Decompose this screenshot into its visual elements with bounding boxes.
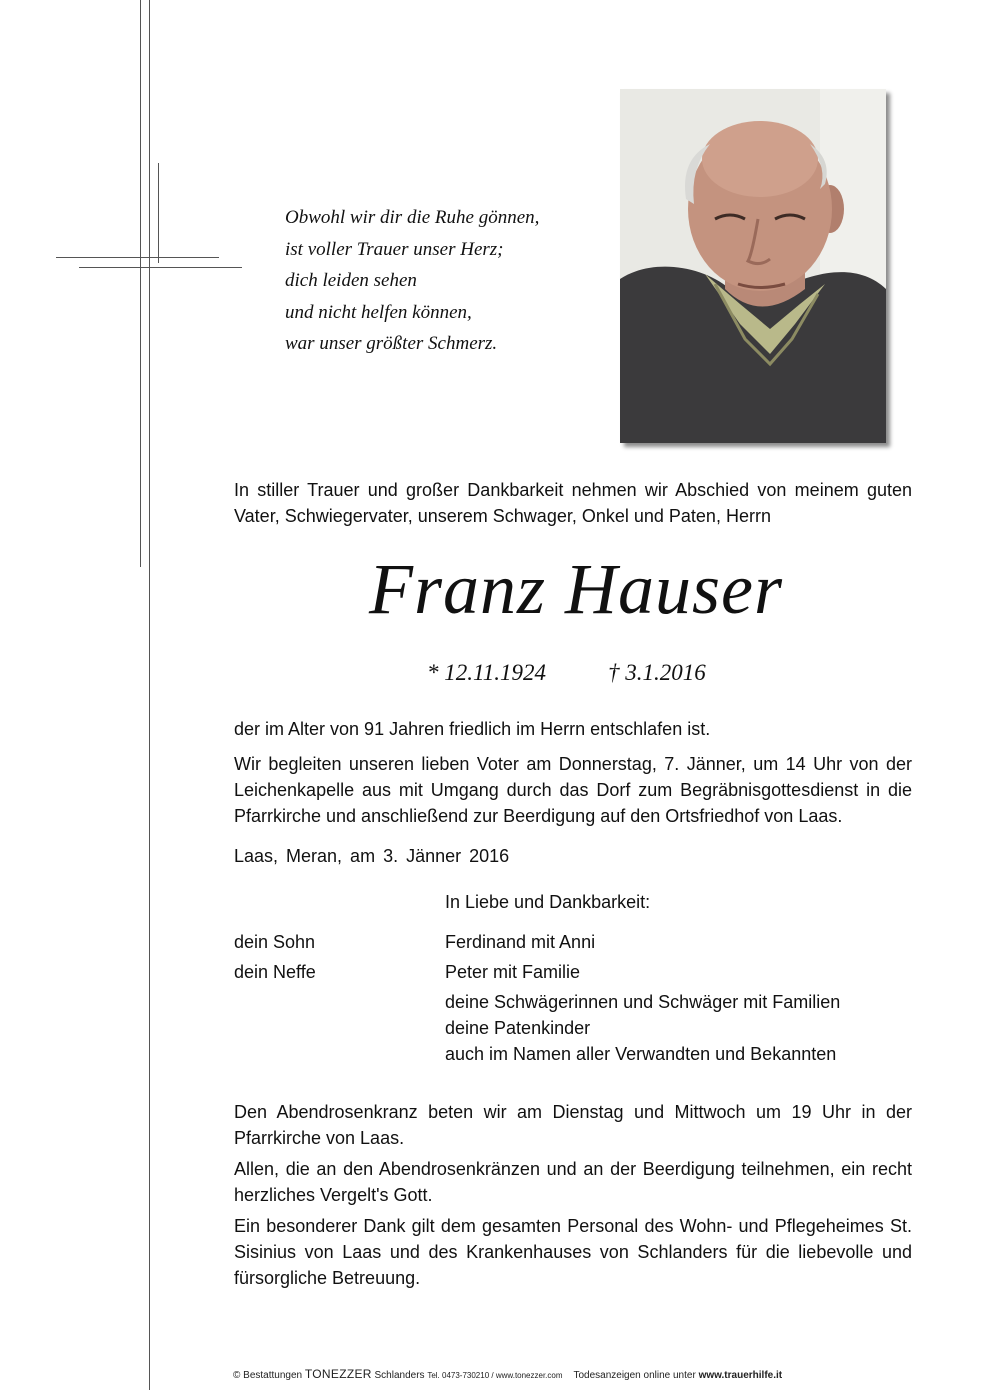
poem-line: dich leiden sehen: [285, 270, 417, 291]
footer-town: Schlanders: [374, 1370, 425, 1381]
mourners-heading: In Liebe und Dankbarkeit:: [445, 892, 651, 912]
poem-line: und nicht helfen können,: [285, 301, 472, 323]
footer-copyright: © Bestattungen: [233, 1370, 303, 1381]
intro-text: In stiller Trauer und großer Dankbarkeit nehmen wir Abschied von meinem guten Vater, Schwiegervater, unserem Schwager, Onkel und Paten, Herrn: [234, 480, 912, 526]
footer-online-text: Todesanzeigen online unter: [573, 1370, 696, 1381]
mourner-line: deine Patenkinder: [445, 1018, 591, 1038]
footer-online-link[interactable]: www.trauerhilfe.it: [698, 1370, 783, 1381]
footer: [233, 1367, 782, 1381]
footer-contact: Tel. 0473-730210 / www.tonezzer.com: [427, 1371, 563, 1380]
nephew-label: dein Neffe: [234, 962, 316, 982]
mourner-line: deine Schwägerinnen und Schwäger mit Familien: [445, 992, 841, 1012]
poem-line: Obwohl wir dir die Ruhe gönnen,: [285, 207, 540, 228]
poem: [285, 202, 539, 360]
poem-line: ist voller Trauer unser Herz;: [285, 238, 504, 260]
nephew-name: Peter mit Familie: [445, 962, 581, 982]
rosary-text: Den Abendrosenkranz beten wir am Dienstag und Mittwoch um 19 Uhr in der Pfarrkirche von Laas.: [234, 1102, 912, 1148]
portrait-photo: [620, 89, 886, 443]
age-line: der im Alter von 91 Jahren friedlich im Herrn entschlafen ist.: [234, 719, 711, 739]
son-label: dein Sohn: [234, 932, 316, 952]
place-date: Laas, Meran, am 3. Jänner 2016: [234, 846, 510, 866]
special-thanks-text: Ein besonderer Dank gilt dem gesamten Personal des Wohn- und Pflegeheimes St. Sisinius von Laas und des Krankenhauses von Schlanders für die liebevolle und fürsorgliche Betreuung.: [234, 1216, 912, 1288]
birth-date: * 12.11.1924: [427, 660, 547, 685]
deceased-name: Franz Hauser: [368, 549, 783, 629]
death-date: † 3.1.2016: [608, 660, 706, 685]
son-name: Ferdinand mit Anni: [445, 932, 596, 952]
vertical-rule-right: [149, 0, 150, 1390]
poem-line: war unser größter Schmerz.: [285, 333, 498, 354]
vertical-rule-left: [140, 0, 141, 567]
mourner-line: auch im Namen aller Verwandten und Bekannten: [445, 1044, 837, 1064]
footer-brand: TONEZZER: [304, 1367, 372, 1381]
funeral-text: Wir begleiten unseren lieben Voter am Donnerstag, 7. Jänner, um 14 Uhr von der Leichenkapelle aus mit Umgang durch das Dorf zum Begräbnisgottesdienst in die Pfarrkirche und anschließend zur Beerdigung auf den Ortsfriedhof von Laas.: [234, 754, 912, 826]
thanks-text: Allen, die an den Abendrosenkränzen und an der Beerdigung teilnehmen, ein recht herzliches Vergelt's Gott.: [234, 1159, 912, 1205]
